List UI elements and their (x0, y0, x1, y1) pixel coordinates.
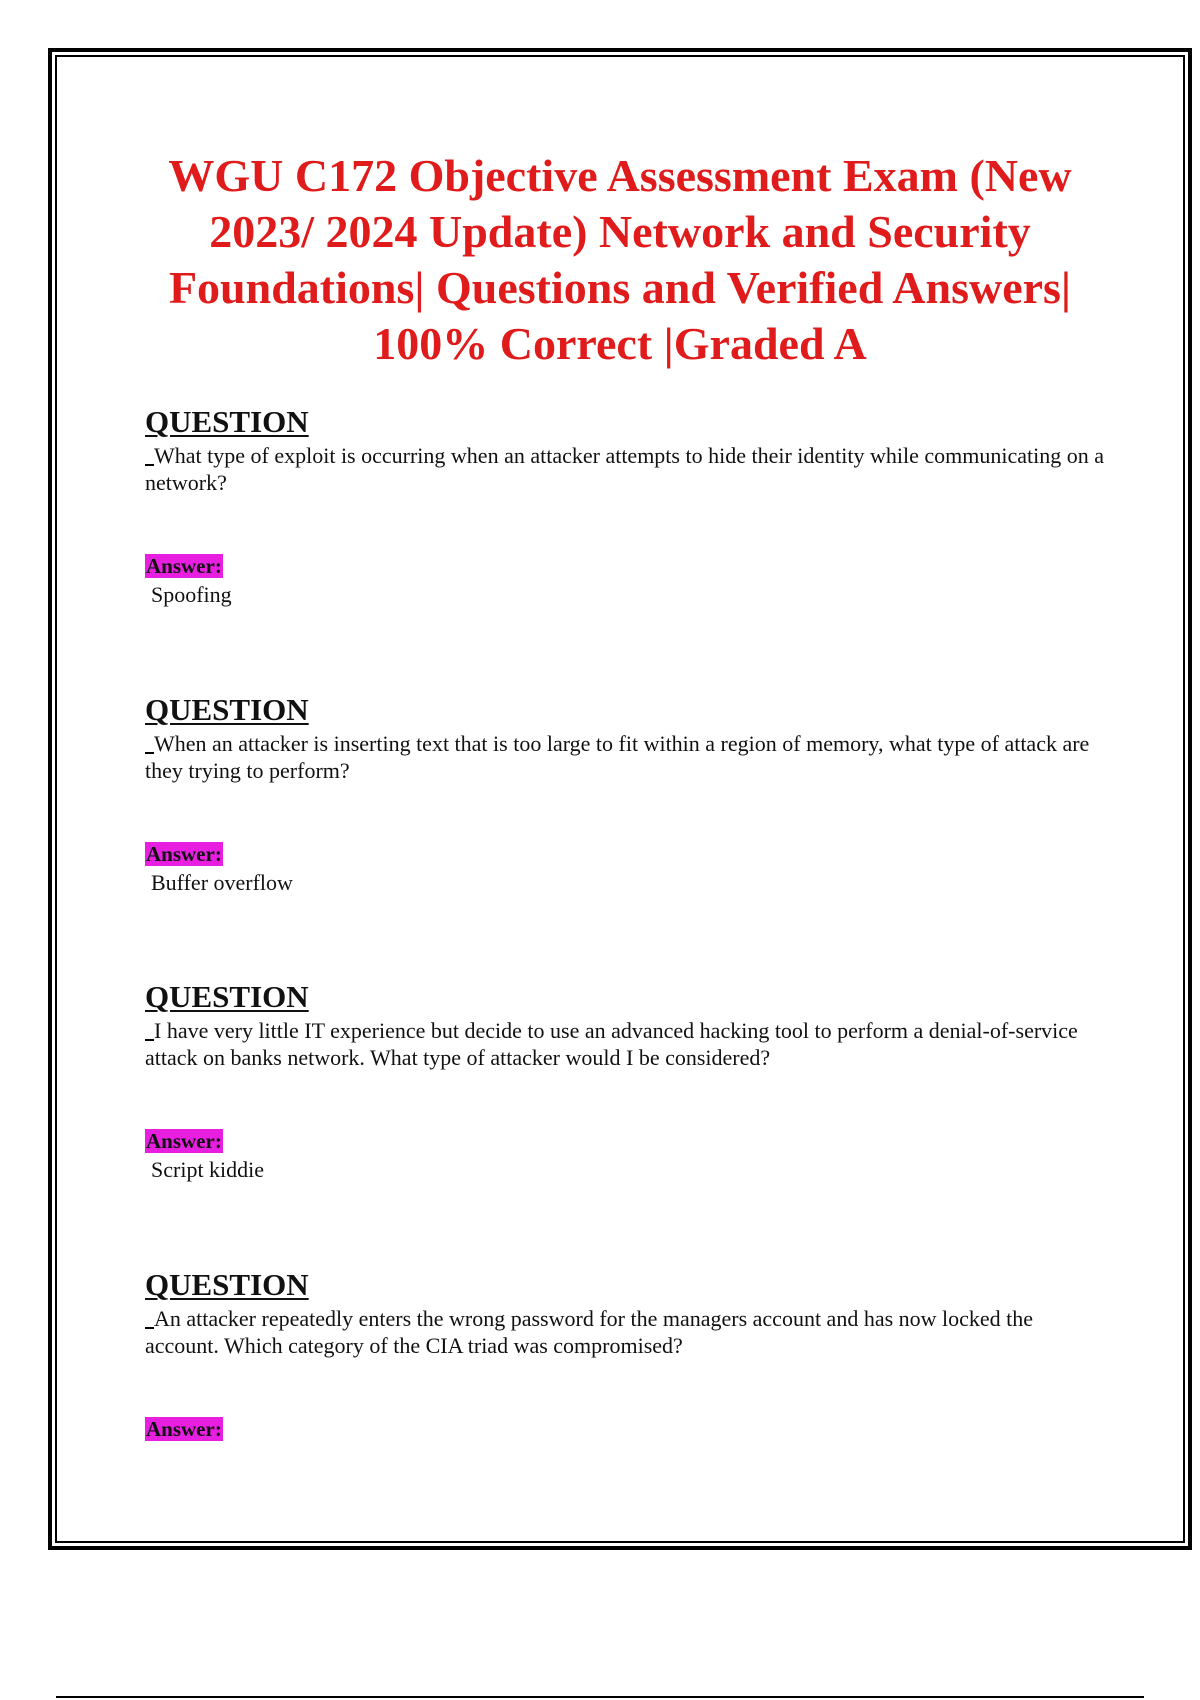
question-block (145, 980, 1105, 1183)
text-cursor-mark (145, 1327, 154, 1329)
answer-label: Answer: (146, 1417, 222, 1441)
question-text: An attacker repeatedly enters the wrong password for the managers account and has now locked the account. Which category of the CIA triad was compromised? (145, 1306, 1034, 1358)
text-cursor-mark (145, 752, 154, 754)
text-cursor-mark (145, 464, 154, 466)
answer-text: Buffer overflow (151, 870, 293, 895)
answer-text: Script kiddie (151, 1157, 265, 1182)
answer-label: Answer: (146, 1129, 222, 1153)
text-cursor-mark (145, 1039, 154, 1041)
answer-label: Answer: (146, 554, 222, 578)
question-heading: QUESTION (145, 692, 309, 727)
question-text: What type of exploit is occurring when an attacker attempts to hide their identity while communicating on a network? (145, 443, 1104, 495)
question-text: When an attacker is inserting text that is too large to fit within a region of memory, what type of attack are they trying to perform? (145, 731, 1090, 783)
question-block (145, 1268, 1105, 1444)
question-heading: QUESTION (145, 404, 309, 439)
bottom-rule (56, 1696, 1144, 1698)
document-title: WGU C172 Objective Assessment Exam (New 2023/ 2024 Update) Network and Security Foundations| Questions and Verified Answers| 100% Correct |Graded A (168, 150, 1072, 369)
question-text: I have very little IT experience but decide to use an advanced hacking tool to perform a denial-of-service attack on banks network. What type of attacker would I be considered? (145, 1018, 1078, 1070)
question-heading: QUESTION (145, 1267, 309, 1302)
answer-text: Spoofing (151, 582, 232, 607)
question-block (145, 693, 1105, 896)
question-block (145, 405, 1105, 608)
question-heading: QUESTION (145, 979, 309, 1014)
answer-label: Answer: (146, 842, 222, 866)
